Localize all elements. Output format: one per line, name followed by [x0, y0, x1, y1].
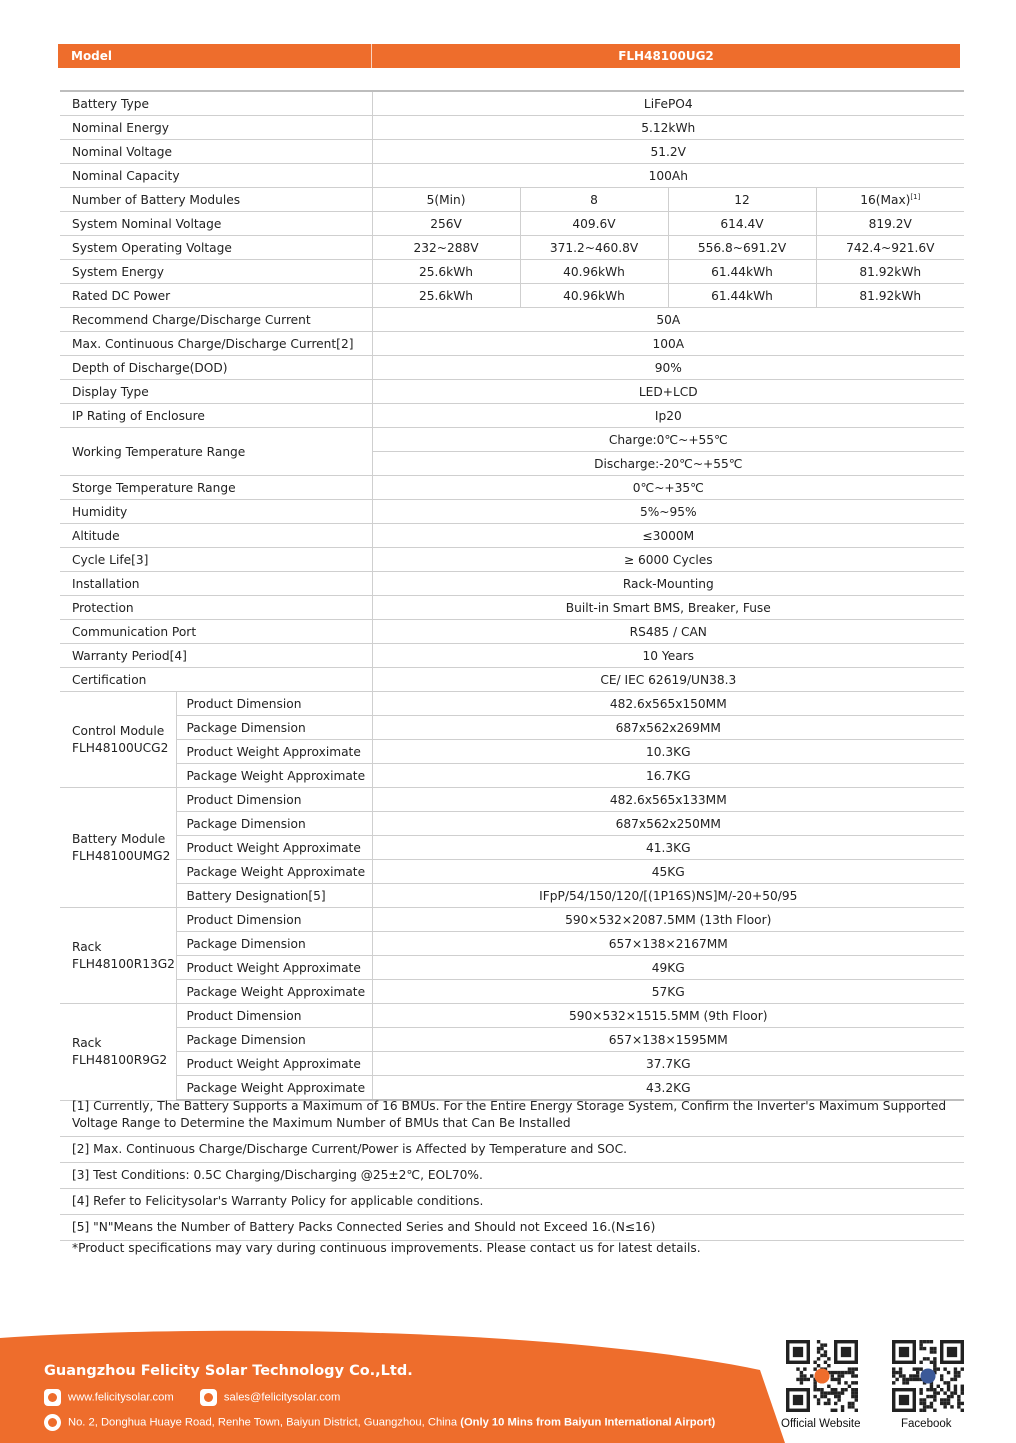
- cell-text: 371.2~460.8V: [549, 240, 639, 255]
- row-label: Installation: [60, 572, 372, 596]
- item-label: Product Weight Approximate: [176, 740, 372, 764]
- cell-text: 556.8~691.2V: [697, 240, 787, 255]
- item-label: Product Weight Approximate: [176, 956, 372, 980]
- item-value: 10.3KG: [372, 740, 964, 764]
- facebook-qr-label: Facebook: [901, 1418, 952, 1430]
- footer-address-row: [44, 1414, 715, 1431]
- website-qr-code: [786, 1340, 858, 1412]
- table-row: [60, 164, 964, 188]
- table-row: [60, 236, 964, 260]
- cell-text: 5(Min): [426, 192, 466, 207]
- cell-text: 742.4~921.6V: [846, 240, 935, 255]
- group-title: Rack: [72, 939, 102, 954]
- row-cell: [372, 284, 520, 308]
- table-row: [60, 140, 964, 164]
- table-row: [60, 188, 964, 212]
- row-cell: [816, 188, 964, 212]
- row-cell: [816, 236, 964, 260]
- table-row: [60, 500, 964, 524]
- spec-header-bar: [58, 44, 960, 68]
- row-label: System Operating Voltage: [60, 236, 372, 260]
- table-row: [60, 644, 964, 668]
- item-label: Package Dimension: [176, 716, 372, 740]
- row-label: Nominal Energy: [60, 116, 372, 140]
- row-value: Built-in Smart BMS, Breaker, Fuse: [372, 596, 964, 620]
- cell-text: 12: [734, 192, 750, 207]
- table-row: [60, 476, 964, 500]
- table-row: [60, 668, 964, 692]
- row-value: CE/ IEC 62619/UN38.3: [372, 668, 964, 692]
- row-value: ≥ 6000 Cycles: [372, 548, 964, 572]
- row-label: Nominal Voltage: [60, 140, 372, 164]
- row-label: System Energy: [60, 260, 372, 284]
- item-value: 43.2KG: [372, 1076, 964, 1101]
- user-icon: [200, 1389, 217, 1406]
- table-row: [60, 308, 964, 332]
- item-label: Package Dimension: [176, 1028, 372, 1052]
- group-label: [60, 1004, 176, 1101]
- table-row: [60, 932, 964, 956]
- footnote-item: [3] Test Conditions: 0.5C Charging/Discharging @25±2℃, EOL70%.: [60, 1163, 964, 1189]
- footnote-item: [1] Currently, The Battery Supports a Maximum of 16 BMUs. For the Entire Energy Storage System, Confirm the Inverter's Maximum Supported Voltage Range to Determine the Maximum Number of BMUs that Can Be Installed: [60, 1094, 964, 1137]
- item-label: Package Weight Approximate: [176, 764, 372, 788]
- table-row: [60, 1028, 964, 1052]
- group-model: FLH48100R9G2: [72, 1052, 168, 1067]
- item-label: Package Dimension: [176, 932, 372, 956]
- item-value: 49KG: [372, 956, 964, 980]
- table-row: [60, 596, 964, 620]
- footnote-marker: [1]: [910, 192, 921, 201]
- table-row: [60, 404, 964, 428]
- table-row: [60, 356, 964, 380]
- item-label: Product Dimension: [176, 1004, 372, 1028]
- row-cell: [816, 260, 964, 284]
- row-cell: [668, 260, 816, 284]
- table-row: [60, 428, 964, 452]
- cell-text: 81.92kWh: [859, 264, 922, 279]
- company-name: Guangzhou Felicity Solar Technology Co.,Ltd.: [44, 1363, 413, 1379]
- footer: [0, 1330, 1016, 1443]
- row-value: 50A: [372, 308, 964, 332]
- row-label: System Nominal Voltage: [60, 212, 372, 236]
- table-row: [60, 524, 964, 548]
- group-model: FLH48100UMG2: [72, 848, 171, 863]
- row-cell: [668, 284, 816, 308]
- model-value: FLH48100UG2: [618, 49, 714, 63]
- row-cell: [668, 188, 816, 212]
- row-label: Warranty Period[4]: [60, 644, 372, 668]
- email-link[interactable]: sales@felicitysolar.com: [223, 1391, 341, 1404]
- footnote-item: [4] Refer to Felicitysolar's Warranty Policy for applicable conditions.: [60, 1189, 964, 1215]
- item-label: Product Weight Approximate: [176, 836, 372, 860]
- table-row: [60, 740, 964, 764]
- facebook-qr-code: [892, 1340, 964, 1412]
- cell-text: 614.4V: [720, 216, 764, 231]
- table-row: [60, 212, 964, 236]
- cell-text: 61.44kWh: [711, 264, 773, 279]
- row-label: Storge Temperature Range: [60, 476, 372, 500]
- group-title: Control Module: [72, 723, 165, 738]
- item-label: Package Weight Approximate: [176, 1076, 372, 1101]
- address-text: No. 2, Donghua Huaye Road, Renhe Town, Baiyun District, Guangzhou, China: [68, 1416, 458, 1429]
- address-note: (Only 10 Mins from Baiyun International Airport): [460, 1416, 716, 1429]
- row-label: Protection: [60, 596, 372, 620]
- row-value: RS485 / CAN: [372, 620, 964, 644]
- row-cell: [520, 260, 668, 284]
- table-row: [60, 260, 964, 284]
- item-value: 590×532×2087.5MM (13th Floor): [372, 908, 964, 932]
- item-value: 16.7KG: [372, 764, 964, 788]
- item-label: Product Dimension: [176, 908, 372, 932]
- row-value: ≤3000M: [372, 524, 964, 548]
- row-cell: [372, 236, 520, 260]
- row-value: 90%: [372, 356, 964, 380]
- table-row: [60, 692, 964, 716]
- table-row: [60, 1052, 964, 1076]
- row-label: Communication Port: [60, 620, 372, 644]
- group-model: FLH48100UCG2: [72, 740, 169, 755]
- spec-table: [60, 90, 964, 1101]
- row-cell: [520, 212, 668, 236]
- table-row: [60, 812, 964, 836]
- row-cell: [520, 236, 668, 260]
- item-label: Package Dimension: [176, 812, 372, 836]
- row-value: 5%~95%: [372, 500, 964, 524]
- table-row: [60, 860, 964, 884]
- table-row: [60, 884, 964, 908]
- table-row: [60, 116, 964, 140]
- cell-text: 40.96kWh: [563, 264, 625, 279]
- row-value: Ip20: [372, 404, 964, 428]
- row-value: Charge:0℃~+55℃: [372, 428, 964, 452]
- row-label: Nominal Capacity: [60, 164, 372, 188]
- item-label: Package Weight Approximate: [176, 860, 372, 884]
- group-title: Battery Module: [72, 831, 166, 846]
- cell-text: 61.44kWh: [711, 288, 773, 303]
- cell-text: 256V: [430, 216, 462, 231]
- cell-text: 232~288V: [413, 240, 479, 255]
- item-value: 657×138×2167MM: [372, 932, 964, 956]
- row-label: Altitude: [60, 524, 372, 548]
- table-row: [60, 332, 964, 356]
- item-label: Package Weight Approximate: [176, 980, 372, 1004]
- item-label: Battery Designation[5]: [176, 884, 372, 908]
- location-pin-icon: [44, 1414, 61, 1431]
- row-cell: [668, 212, 816, 236]
- row-value: Rack-Mounting: [372, 572, 964, 596]
- table-row: [60, 908, 964, 932]
- table-row: [60, 548, 964, 572]
- row-label: Rated DC Power: [60, 284, 372, 308]
- row-value: 51.2V: [372, 140, 964, 164]
- row-cell: [668, 236, 816, 260]
- cell-text: 25.6kWh: [419, 288, 473, 303]
- row-value: 0℃~+35℃: [372, 476, 964, 500]
- table-row: [60, 284, 964, 308]
- row-value: 100A: [372, 332, 964, 356]
- row-cell: [520, 188, 668, 212]
- row-value: 10 Years: [372, 644, 964, 668]
- item-label: Product Weight Approximate: [176, 1052, 372, 1076]
- footer-contact-row: [44, 1389, 340, 1406]
- row-label: Cycle Life[3]: [60, 548, 372, 572]
- item-value: 687x562x250MM: [372, 812, 964, 836]
- row-label: Max. Continuous Charge/Discharge Current[2]: [60, 332, 372, 356]
- model-label: Model: [71, 49, 113, 63]
- row-label: Depth of Discharge(DOD): [60, 356, 372, 380]
- row-value: LiFePO4: [372, 91, 964, 116]
- row-value: 100Ah: [372, 164, 964, 188]
- table-row: [60, 956, 964, 980]
- group-model: FLH48100R13G2: [72, 956, 175, 971]
- table-row: [60, 1004, 964, 1028]
- cell-text: 81.92kWh: [859, 288, 922, 303]
- cell-text: 409.6V: [572, 216, 616, 231]
- website-link[interactable]: www.felicitysolar.com: [68, 1391, 174, 1404]
- group-label: [60, 908, 176, 1004]
- row-cell: [816, 284, 964, 308]
- row-cell: [372, 188, 520, 212]
- item-value: 57KG: [372, 980, 964, 1004]
- row-cell: [372, 260, 520, 284]
- item-value: 482.6x565x133MM: [372, 788, 964, 812]
- website-qr-label: Official Website: [781, 1418, 861, 1430]
- table-row: [60, 620, 964, 644]
- row-cell: [520, 284, 668, 308]
- table-row: [60, 716, 964, 740]
- item-label: Product Dimension: [176, 692, 372, 716]
- footnote-item: [2] Max. Continuous Charge/Discharge Current/Power is Affected by Temperature and SOC.: [60, 1137, 964, 1163]
- row-cell: [372, 212, 520, 236]
- group-title: Rack: [72, 1035, 102, 1050]
- row-label: Battery Type: [60, 91, 372, 116]
- row-label: Display Type: [60, 380, 372, 404]
- row-label: Certification: [60, 668, 372, 692]
- item-value: 41.3KG: [372, 836, 964, 860]
- row-cell: [816, 212, 964, 236]
- item-label: Product Dimension: [176, 788, 372, 812]
- row-label: Working Temperature Range: [60, 428, 372, 476]
- item-value: 37.7KG: [372, 1052, 964, 1076]
- item-value: 482.6x565x150MM: [372, 692, 964, 716]
- row-value: 5.12kWh: [372, 116, 964, 140]
- cell-text: 40.96kWh: [563, 288, 625, 303]
- row-label: Number of Battery Modules: [60, 188, 372, 212]
- table-row: [60, 788, 964, 812]
- row-value: LED+LCD: [372, 380, 964, 404]
- table-row: [60, 764, 964, 788]
- item-value: 45KG: [372, 860, 964, 884]
- footnotes: [60, 1094, 964, 1241]
- table-row: [60, 980, 964, 1004]
- item-value: 687x562x269MM: [372, 716, 964, 740]
- item-value: 590×532×1515.5MM (9th Floor): [372, 1004, 964, 1028]
- row-value: Discharge:-20℃~+55℃: [372, 452, 964, 476]
- disclaimer: *Product specifications may vary during continuous improvements. Please contact us for latest details.: [72, 1241, 701, 1255]
- cell-text: 819.2V: [868, 216, 912, 231]
- website-icon: [44, 1389, 61, 1406]
- item-value: 657×138×1595MM: [372, 1028, 964, 1052]
- table-row: [60, 380, 964, 404]
- cell-text: 25.6kWh: [419, 264, 473, 279]
- table-row: [60, 91, 964, 116]
- cell-text: 8: [590, 192, 598, 207]
- group-label: [60, 788, 176, 908]
- footnote-item: [5] "N"Means the Number of Battery Packs Connected Series and Should not Exceed 16.(N≤16): [60, 1215, 964, 1241]
- table-row: [60, 572, 964, 596]
- cell-text: 16(Max): [860, 192, 911, 207]
- group-label: [60, 692, 176, 788]
- row-label: Humidity: [60, 500, 372, 524]
- row-label: IP Rating of Enclosure: [60, 404, 372, 428]
- row-label: Recommend Charge/Discharge Current: [60, 308, 372, 332]
- item-value: IFpP/54/150/120/[(1P16S)NS]M/-20+50/95: [372, 884, 964, 908]
- table-row: [60, 836, 964, 860]
